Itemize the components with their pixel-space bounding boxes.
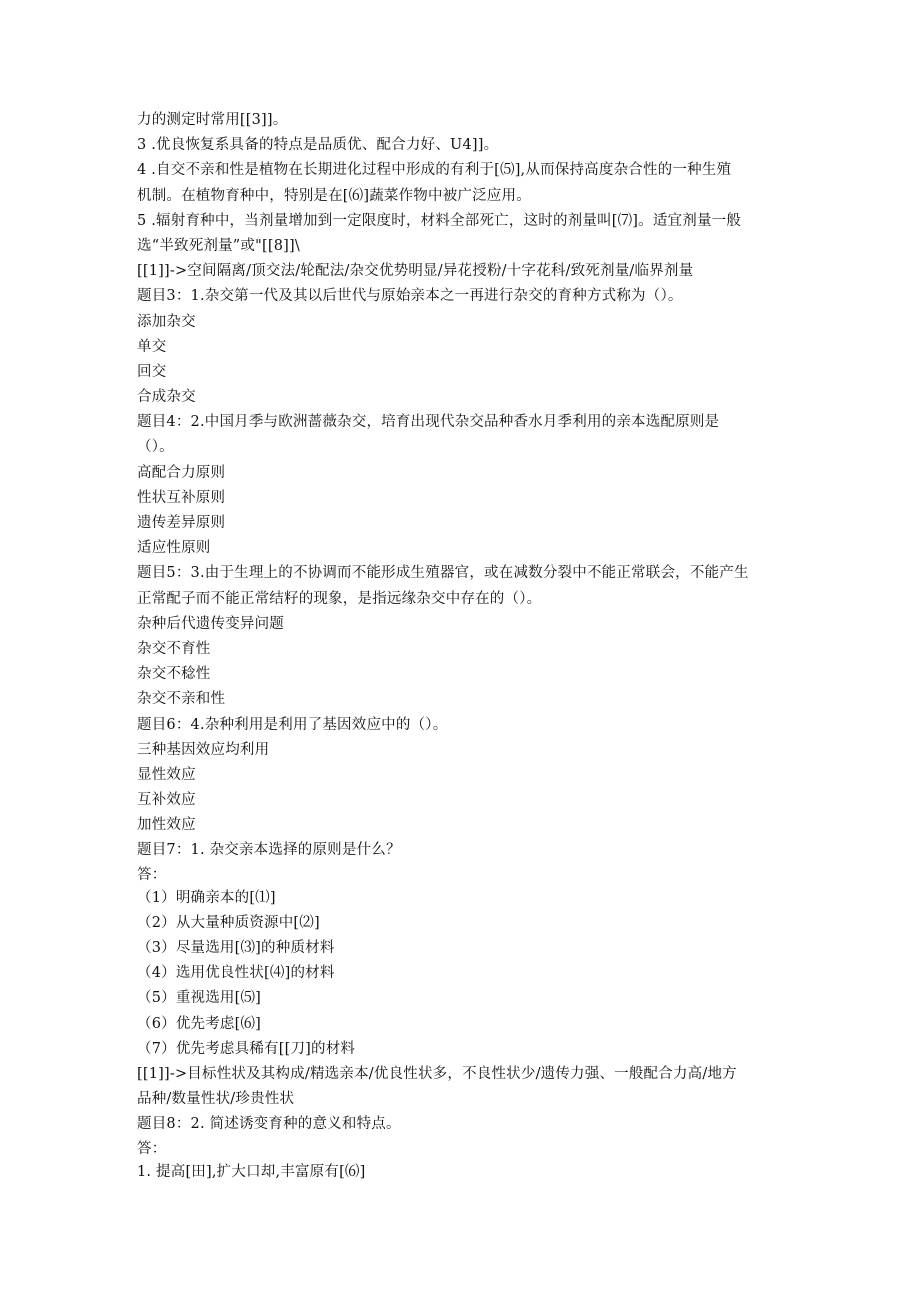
question-4-title-cont: （）。 bbox=[137, 439, 174, 456]
text-line: 力的测定时常用[[3]]。 bbox=[137, 112, 288, 128]
answer-item: （1）明确亲本的[⑴] bbox=[137, 889, 276, 906]
text-line: 机制。在植物育种中，特别是在[⑹]蔬菜作物中被广泛应用。 bbox=[137, 187, 531, 204]
question-6-title: 题目6：4.杂种利用是利用了基因效应中的（）。 bbox=[137, 716, 448, 733]
option-item: 互补效应 bbox=[137, 792, 196, 809]
option-item: 高配合力原则 bbox=[137, 464, 226, 481]
answer-label: 答： bbox=[137, 866, 167, 883]
option-item: 适应性原则 bbox=[137, 540, 211, 557]
text-line: 5 .辐射育种中，当剂量增加到一定限度时，材料全部死亡，这时的剂量叫[⑺]。适宜剂量一般 bbox=[137, 212, 742, 229]
question-3-title: 题目3：1.杂交第一代及其以后世代与原始亲本之一再进行杂交的育种方式称为（）。 bbox=[137, 288, 683, 305]
answer-item: （3）尽量选用[⑶]的种质材料 bbox=[137, 940, 335, 956]
option-item: 杂交不亲和性 bbox=[137, 691, 226, 708]
answer-key-line: [[1]]->空间隔离/顶交法/轮配法/杂交优势明显/异花授粉/十字花科/致死剂量/临界剂量 bbox=[137, 263, 694, 280]
answer-item: （4）选用优良性状[⑷]的材料 bbox=[137, 965, 335, 982]
option-item: 三种基因效应均利用 bbox=[137, 741, 270, 758]
answer-item: （5）重视选用[⑸] bbox=[137, 990, 262, 1007]
text-line: 4 .自交不亲和性是植物在长期进化过程中形成的有利于[⑸],从而保持高度杂合性的一种生殖 bbox=[137, 162, 732, 179]
option-item: 遗传差异原则 bbox=[137, 515, 226, 531]
answer-label: 答： bbox=[137, 1140, 167, 1157]
option-item: 合成杂交 bbox=[137, 389, 196, 406]
option-item: 性状互补原则 bbox=[137, 489, 226, 506]
answer-item: （6）优先考虑[⑹] bbox=[137, 1015, 262, 1032]
text-line: 选“半致死剂量”或"[[8]]\ bbox=[137, 237, 300, 254]
question-5-title: 题目5：3.由于生理上的不协调而不能形成生殖器官，或在减数分裂中不能正常联会，不能产生 bbox=[137, 565, 749, 582]
question-8-title: 题目8：2. 简述诱变育种的意义和特点。 bbox=[137, 1116, 401, 1133]
document-body bbox=[137, 108, 787, 1185]
text-line: 3 .优良恢复系具备的特点是品质优、配合力好、U4]]。 bbox=[137, 137, 499, 154]
option-item: 杂交不育性 bbox=[137, 640, 211, 657]
question-5-title-cont: 正常配子而不能正常结籽的现象，是指远缘杂交中存在的（）。 bbox=[137, 590, 542, 607]
answer-item: （7）优先考虑具稀有[[刀]的材料 bbox=[137, 1040, 356, 1057]
answer-key-line-cont: 品种/数量性状/珍贵性状 bbox=[137, 1091, 295, 1108]
option-item: 杂交不稔性 bbox=[137, 666, 211, 683]
option-item: 回交 bbox=[137, 363, 167, 380]
answer-item: 1. 提高[田],扩大口却,丰富原有[⑹] bbox=[137, 1163, 366, 1180]
answer-key-line: [[1]]->目标性状及其构成/精选亲本/优良性状多，不良性状少/遗传力强、一般配合力高/地方 bbox=[137, 1065, 737, 1082]
question-7-title: 题目7：1. 杂交亲本选择的原则是什么？ bbox=[137, 842, 401, 859]
option-item: 杂种后代遗传变异问题 bbox=[137, 615, 284, 632]
option-item: 单交 bbox=[137, 338, 167, 355]
option-item: 加性效应 bbox=[137, 817, 196, 834]
option-item: 添加杂交 bbox=[137, 313, 196, 330]
answer-item: （2）从大量种质资源中[⑵] bbox=[137, 914, 320, 931]
question-4-title: 题目4：2.中国月季与欧洲蔷薇杂交，培育出现代杂交品种香水月季利用的亲本选配原则是 bbox=[137, 414, 720, 431]
option-item: 显性效应 bbox=[137, 766, 196, 783]
